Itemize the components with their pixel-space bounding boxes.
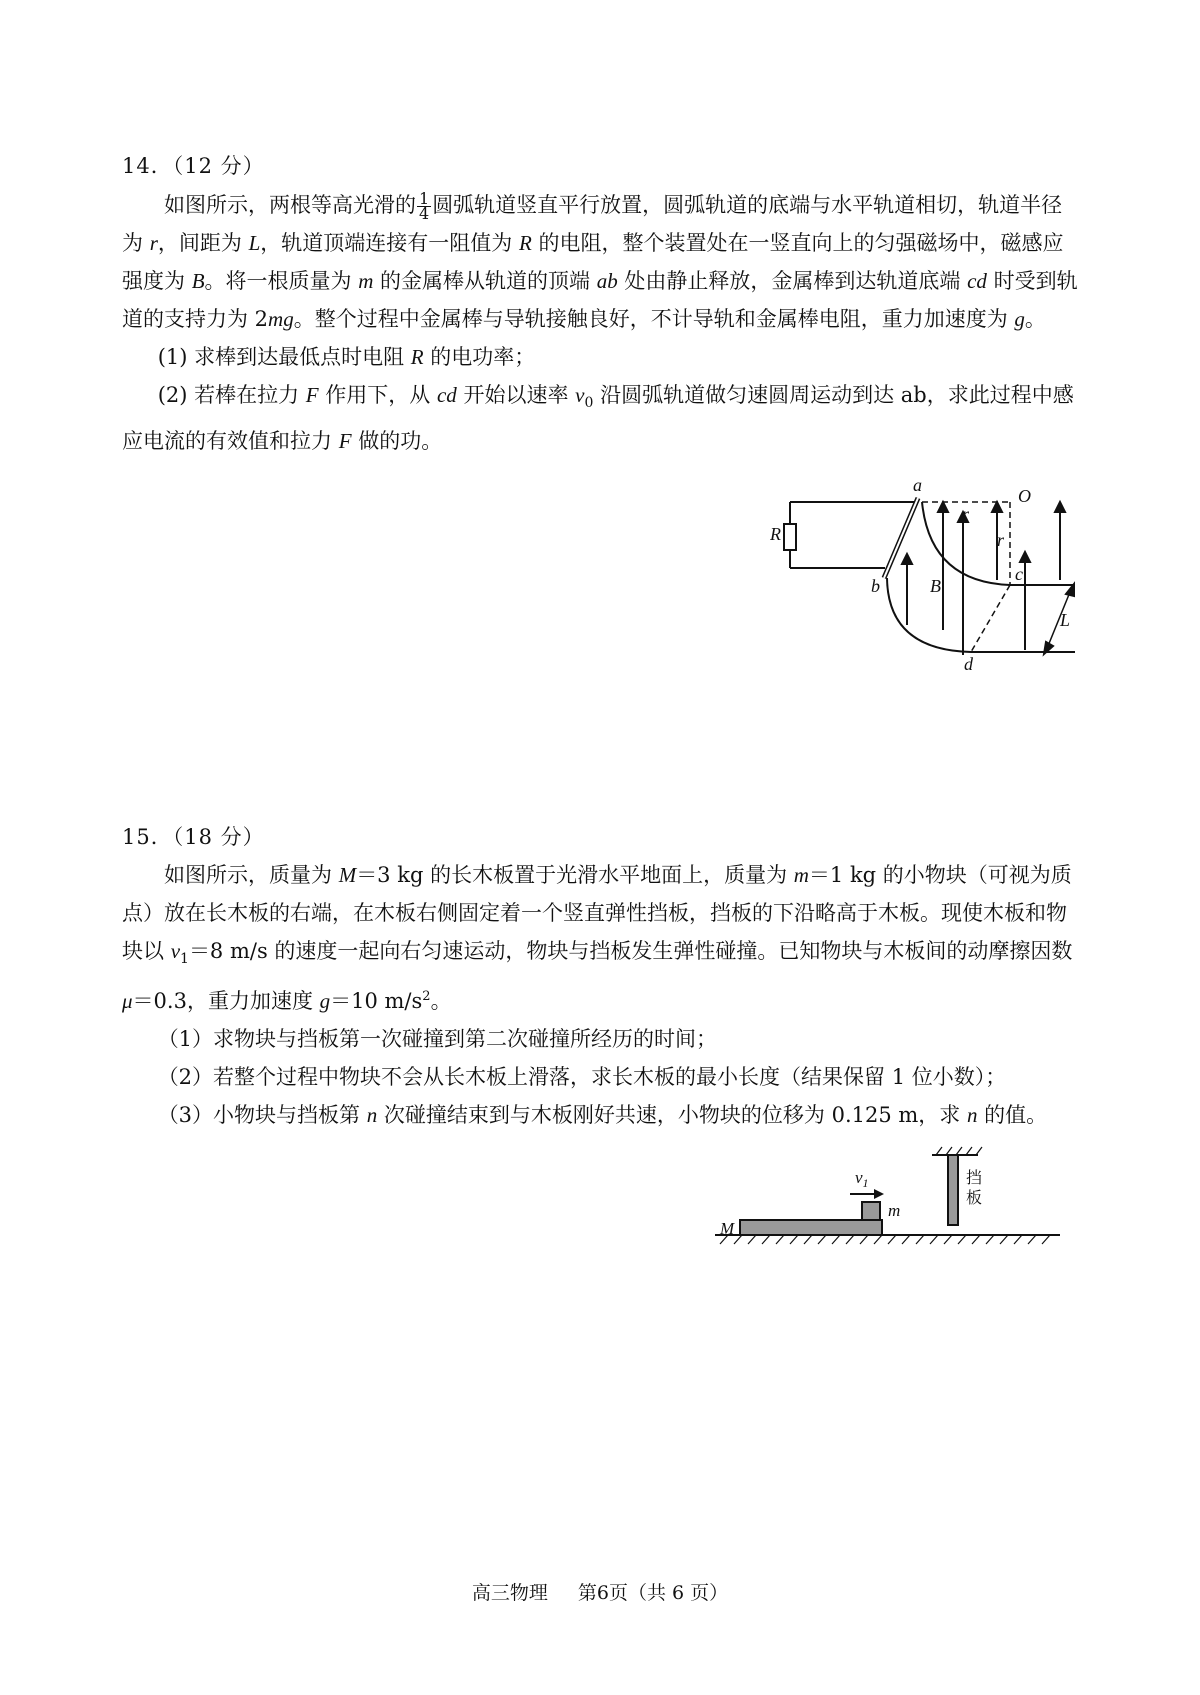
arrow-head bbox=[938, 502, 948, 512]
label-O: O bbox=[1018, 486, 1031, 506]
var-R: R bbox=[410, 345, 424, 369]
var-m: m bbox=[793, 863, 809, 887]
arrow-head bbox=[1020, 552, 1030, 562]
var-R: R bbox=[518, 231, 532, 255]
q14-text-10: 。整个过程中金属棒与导轨接触良好，不计导轨和金属棒电阻，重力加速度为 bbox=[293, 307, 1015, 331]
metal-rod-inner bbox=[884, 498, 918, 578]
q14-p1-text-a: (1) 求棒到达最低点时电阻 bbox=[157, 345, 411, 369]
q14-p2-text-e: 做的功。 bbox=[351, 429, 443, 454]
q15-stem bbox=[122, 856, 1082, 1134]
arrow-head bbox=[1055, 502, 1065, 512]
q15-p3-text-b: 次碰撞结束到与木板刚好共速，小物块的位移为 0.125 m，求 bbox=[377, 1103, 967, 1128]
q14-figure bbox=[770, 480, 1090, 670]
q15-text-5: ＝0.3，重力加速度 bbox=[132, 989, 320, 1014]
var-m: m bbox=[358, 269, 374, 293]
q14-p2-text-b: 作用下，从 bbox=[318, 383, 437, 407]
front-arc-track bbox=[887, 578, 971, 652]
resistor bbox=[784, 524, 796, 550]
var-F: F bbox=[305, 383, 319, 407]
footer-page-number: 第6页（共 6 页） bbox=[577, 1582, 729, 1604]
page-footer bbox=[0, 1578, 1200, 1605]
subscript-1: 1 bbox=[180, 951, 189, 968]
label-v bbox=[855, 1168, 869, 1190]
q15-p3-text-c: 的值。 bbox=[977, 1103, 1048, 1128]
fraction-one-quarter bbox=[417, 189, 431, 223]
arrow-head bbox=[992, 502, 1002, 512]
q15-text-2: ＝3 kg 的长木板置于光滑水平地面上，质量为 bbox=[356, 863, 794, 887]
var-mu: μ bbox=[122, 989, 133, 1014]
var-n: n bbox=[366, 1103, 378, 1128]
var-L: L bbox=[248, 231, 261, 255]
label-a: a bbox=[913, 480, 922, 495]
label-B: B bbox=[930, 576, 941, 596]
label-L: L bbox=[1060, 610, 1071, 630]
footer-subject: 高三物理 bbox=[471, 1582, 548, 1604]
ground-hatching bbox=[720, 1235, 1050, 1244]
q14-p2-text-c: 开始以速率 bbox=[456, 383, 576, 407]
q14-text-4: ，轨道顶端连接有一阻值为 bbox=[260, 231, 519, 255]
var-F: F bbox=[338, 429, 352, 454]
label-v-letter: v bbox=[855, 1168, 863, 1187]
superscript-2: 2 bbox=[422, 989, 431, 1005]
var-M: M bbox=[338, 863, 357, 887]
label-d: d bbox=[964, 654, 973, 670]
label-r-top: r bbox=[962, 504, 970, 524]
q15-text-3: ＝1 kg 的小物块（可视为质点）放在长木板的右端，在木板右侧固定着一个竖直弹性挡板，挡板的下沿略高于木板。现使木板和物块以 bbox=[122, 863, 1072, 963]
var-cd: cd bbox=[967, 269, 987, 293]
var-mg: mg bbox=[268, 307, 294, 331]
ceiling-hatching bbox=[936, 1147, 982, 1155]
q14-p1-text-b: 的电功率； bbox=[423, 345, 536, 369]
q14-text-6: 。将一根质量为 bbox=[204, 269, 359, 293]
dashed-cd bbox=[971, 585, 1010, 652]
long-board bbox=[740, 1220, 882, 1235]
label-r-side: r bbox=[997, 530, 1005, 550]
q14-p2-text-d: 沿圆弧轨道做匀速圆周运动到达 ab，求此过程中感应电流的有效值和拉力 bbox=[122, 383, 1074, 454]
q15-figure bbox=[710, 1140, 1070, 1260]
q14-text-2: 圆弧轨道竖直平行放置，圆弧轨道的底端与水平轨道相切，轨道半径为 bbox=[122, 193, 1063, 255]
var-r: r bbox=[149, 231, 158, 255]
q14-text-5: 的电阻，整个装置处在一竖直向上的匀强磁场中，磁感应强度为 bbox=[122, 231, 1064, 293]
q14-text-3: ，间距为 bbox=[157, 231, 249, 255]
label-c: c bbox=[1015, 564, 1023, 584]
q14-text-7: 的金属棒从轨道的顶端 bbox=[373, 269, 597, 293]
q14-text-8: 处由静止释放，金属棒到达轨道底端 bbox=[617, 269, 968, 293]
label-b: b bbox=[871, 576, 880, 596]
q14-header: 14．（12 分） bbox=[122, 154, 265, 178]
q15-part-2: （2）若整个过程中物块不会从长木板上滑落，求长木板的最小长度（结果保留 1 位小数）； bbox=[157, 1065, 1007, 1090]
var-v: v bbox=[575, 383, 585, 407]
q15-text-4: ＝8 m/s 的速度一起向右匀速运动，物块与挡板发生弹性碰撞。已知物块与木板间的动摩擦因数 bbox=[188, 939, 1073, 963]
label-m: m bbox=[888, 1201, 901, 1220]
label-R: R bbox=[770, 524, 781, 544]
q14-stem bbox=[122, 186, 1082, 460]
small-block bbox=[862, 1202, 880, 1220]
fraction-numerator: 1 bbox=[419, 189, 430, 208]
var-B: B bbox=[191, 269, 205, 293]
q14-part-1 bbox=[122, 338, 1082, 376]
label-M: M bbox=[720, 1219, 735, 1238]
q14-p2-text-a: (2) 若棒在拉力 bbox=[157, 383, 306, 407]
var-cd: cd bbox=[436, 383, 457, 407]
subscript-0: 0 bbox=[584, 395, 594, 412]
q14-part-2 bbox=[122, 376, 1082, 460]
var-g: g bbox=[1014, 307, 1025, 331]
q15-text-6: ＝10 m/s bbox=[330, 989, 423, 1014]
q15-text-7: 。 bbox=[430, 989, 452, 1014]
q14-text-9: 时受到轨道的支持力为 2 bbox=[122, 269, 1078, 331]
fraction-denominator: 4 bbox=[419, 204, 430, 223]
var-ab: ab bbox=[596, 269, 618, 293]
label-v-subscript: 1 bbox=[862, 1176, 869, 1190]
q15-part-1: （1）求物块与挡板第一次碰撞到第二次碰撞所经历的时间； bbox=[157, 1027, 718, 1052]
velocity-arrow-head bbox=[874, 1189, 884, 1199]
label-baffle-2: 板 bbox=[966, 1188, 983, 1207]
var-n: n bbox=[966, 1103, 978, 1128]
q15-part-3 bbox=[122, 1096, 1082, 1134]
label-baffle-1: 挡 bbox=[966, 1168, 983, 1187]
arrow-head bbox=[902, 554, 912, 564]
q14-text-1: 如图所示，两根等高光滑的 bbox=[164, 193, 416, 217]
q15-p3-text-a: （3）小物块与挡板第 bbox=[157, 1103, 367, 1128]
baffle-plate bbox=[948, 1155, 958, 1225]
q14-text-11: 。 bbox=[1024, 307, 1046, 331]
q15-text-1: 如图所示，质量为 bbox=[164, 863, 339, 887]
var-g: g bbox=[319, 989, 331, 1014]
q15-header: 15．（18 分） bbox=[122, 825, 265, 849]
var-v: v bbox=[170, 939, 181, 963]
